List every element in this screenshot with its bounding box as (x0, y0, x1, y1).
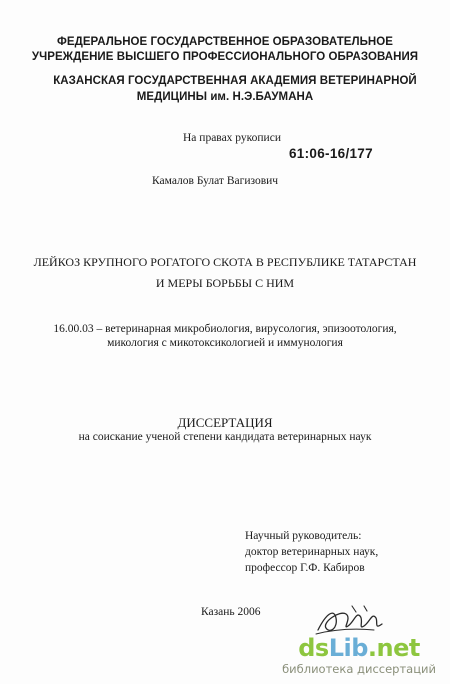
supervisor-heading: Научный руководитель: (245, 530, 362, 542)
specialty-line-1: 16.00.03 – ветеринарная микробиология, вирусология, эпизоотология, (53, 323, 397, 335)
dissertation-purpose: на соискание ученой степени кандидата ветеринарных наук (78, 431, 372, 443)
academy-line-2: МЕДИЦИНЫ им. Н.Э.БАУМАНА (136, 91, 314, 103)
place-year: Казань 2006 (201, 606, 261, 618)
supervisor-name: профессор Г.Ф. Кабиров (245, 562, 365, 574)
dslib-watermark (282, 635, 436, 676)
thesis-title-line-2: И МЕРЫ БОРЬБЫ С НИМ (155, 276, 295, 290)
dslib-logo-net: .net (367, 634, 420, 662)
dslib-logo (282, 635, 436, 661)
institution-line-1: ФЕДЕРАЛЬНОЕ ГОСУДАРСТВЕННОЕ ОБРАЗОВАТЕЛЬНОЕ (57, 36, 393, 48)
institution-line-2: УЧРЕЖДЕНИЕ ВЫСШЕГО ПРОФЕССИОНАЛЬНОГО ОБРАЗОВАНИЯ (31, 51, 419, 63)
supervisor-degree: доктор ветеринарных наук, (245, 546, 379, 558)
registry-number: 61:06-16/177 (289, 146, 373, 161)
manuscript-note: На правах рукописи (183, 132, 281, 144)
academy-line-1: КАЗАНСКАЯ ГОСУДАРСТВЕННАЯ АКАДЕМИЯ ВЕТЕРИНАРНОЙ (53, 75, 417, 87)
author-name: Камалов Булат Вагизович (152, 175, 279, 187)
dissertation-label: ДИССЕРТАЦИЯ (177, 415, 273, 430)
specialty-line-2: микология с микотоксикологией и иммунология (107, 337, 343, 349)
dslib-subtitle: библиотека диссертаций (282, 662, 436, 676)
dslib-logo-ds: ds (298, 634, 329, 662)
dslib-logo-lib: Lib (328, 634, 368, 662)
thesis-title-line-1: ЛЕЙКОЗ КРУПНОГО РОГАТОГО СКОТА В РЕСПУБЛИКЕ ТАТАРСТАН (33, 255, 417, 269)
